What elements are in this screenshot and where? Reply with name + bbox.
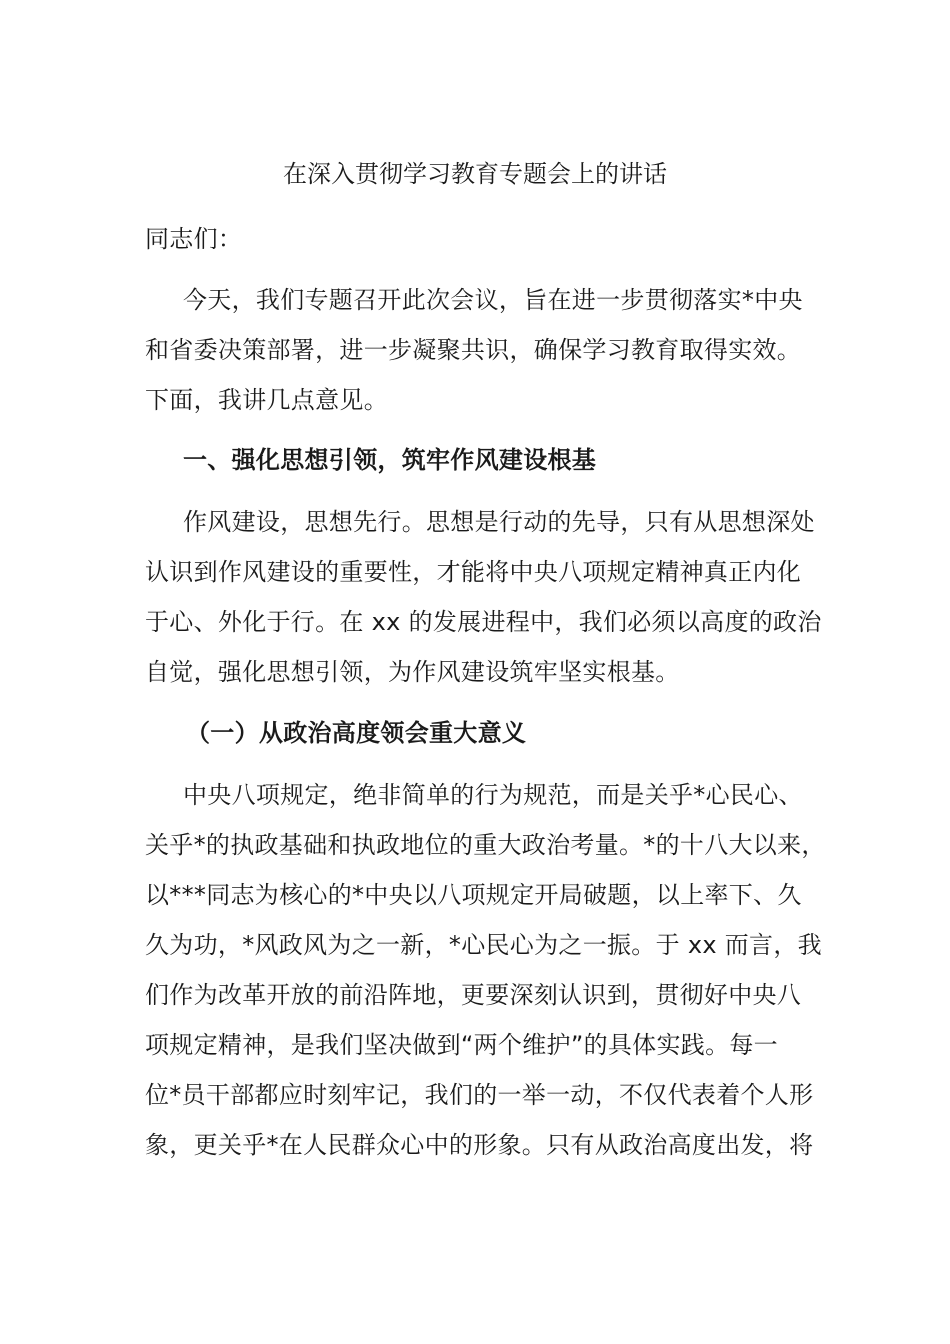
section-body-line: 认识到作风建设的重要性，才能将中央八项规定精神真正内化: [145, 558, 802, 586]
salutation: 同志们：: [145, 225, 243, 253]
subsection-body-line: 关乎*的执政基础和执政地位的重大政治考量。*的十八大以来，: [145, 831, 826, 859]
subsection-body-line: 中央八项规定，绝非简单的行为规范，而是关乎*心民心、: [183, 781, 803, 809]
intro-line: 和省委决策部署，进一步凝聚共识，确保学习教育取得实效。: [145, 336, 802, 364]
subsection-body-line: 久为功，*风政风为之一新，*心民心为之一振。于 xx 而言，我: [145, 931, 822, 959]
subsection-body-line: 位*员干部都应时刻牢记，我们的一举一动，不仅代表着个人形: [145, 1081, 814, 1109]
subsection-body-line: 们作为改革开放的前沿阵地，更要深刻认识到，贯彻好中央八: [145, 981, 802, 1009]
section-heading: 一、强化思想引领，筑牢作风建设根基: [183, 446, 597, 474]
subsection-body-line: 象，更关乎*在人民群众心中的形象。只有从政治高度出发，将: [145, 1131, 814, 1159]
document-title: 在深入贯彻学习教育专题会上的讲话: [283, 160, 667, 188]
intro-line: 下面，我讲几点意见。: [145, 386, 388, 414]
section-body-line: 作风建设，思想先行。思想是行动的先导，只有从思想深处: [183, 508, 815, 536]
section-body-line: 于心、外化于行。在 xx 的发展进程中，我们必须以高度的政治: [145, 608, 822, 636]
subsection-body-line: 以***同志为核心的*中央以八项规定开局破题，以上率下、久: [145, 881, 802, 909]
subsection-body-line: 项规定精神，是我们坚决做到“两个维护”的具体实践。每一: [145, 1031, 778, 1059]
intro-line: 今天，我们专题召开此次会议，旨在进一步贯彻落实*中央: [183, 286, 803, 314]
section-body-line: 自觉，强化思想引领，为作风建设筑牢坚实根基。: [145, 658, 680, 686]
subsection-heading: （一）从政治高度领会重大意义: [186, 719, 527, 747]
